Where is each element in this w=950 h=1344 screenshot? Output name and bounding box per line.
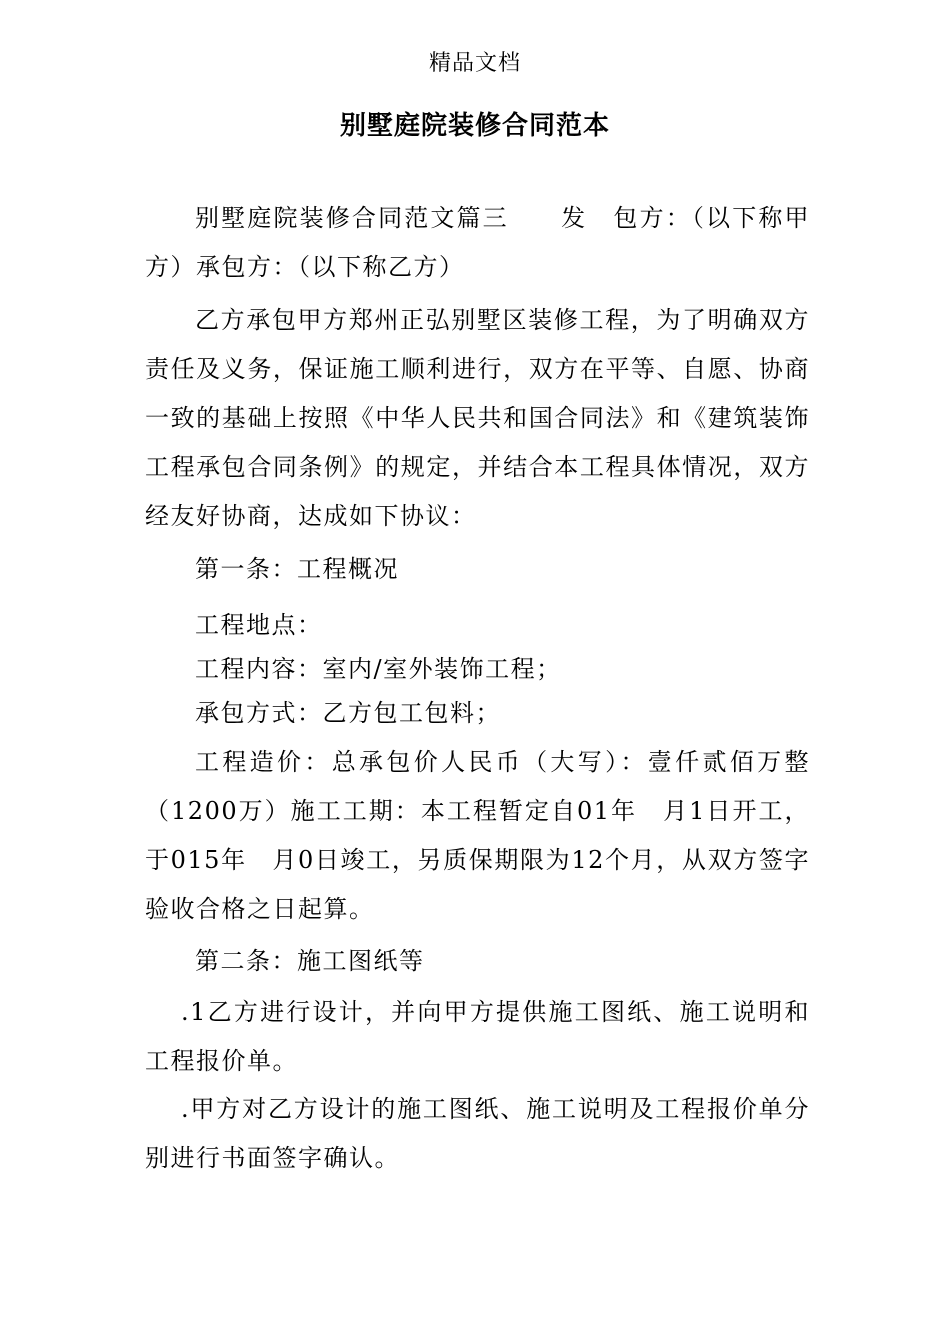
article-heading-1: 第一条：工程概况 bbox=[195, 555, 399, 583]
page-header: 精品文档 bbox=[428, 51, 521, 76]
paragraph-preamble: 乙方承包甲方郑州正弘别墅区装修工程，为了明确双方责任及义务，保证施工顺利进行，双方在平等、自愿、协商一致的基础上按照《中华人民共和国合同法》和《建筑装饰工程承包合同条例》的规定，并结合本工程具体情况，双方经友好协商，达成如下协议： bbox=[145, 306, 810, 530]
article-heading-2: 第二条：施工图纸等 bbox=[195, 947, 425, 975]
paragraph-location: 工程地点： bbox=[195, 611, 323, 639]
paragraph-intro: 别墅庭院装修合同范文篇三 发 包方：（以下称甲方）承包方：（以下称乙方） bbox=[145, 204, 810, 281]
paragraph-cost: 工程造价：总承包价人民币（大写）：壹仟贰佰万整（1200万）施工工期：本工程暂定自01年 月1日开工，于015年 月0日竣工，另质保期限为12个月，从双方签字验收合格之日起算。 bbox=[145, 748, 810, 923]
clause-2: .甲方对乙方设计的施工图纸、施工说明及工程报价单分别进行书面签字确认。 bbox=[145, 1095, 810, 1172]
clause-1: .1乙方进行设计，并向甲方提供施工图纸、施工说明和工程报价单。 bbox=[145, 998, 810, 1075]
paragraph-content: 工程内容：室内/室外装饰工程； bbox=[195, 655, 562, 683]
paragraph-method: 承包方式：乙方包工包料； bbox=[195, 699, 501, 727]
document-title: 别墅庭院装修合同范本 bbox=[339, 111, 610, 141]
